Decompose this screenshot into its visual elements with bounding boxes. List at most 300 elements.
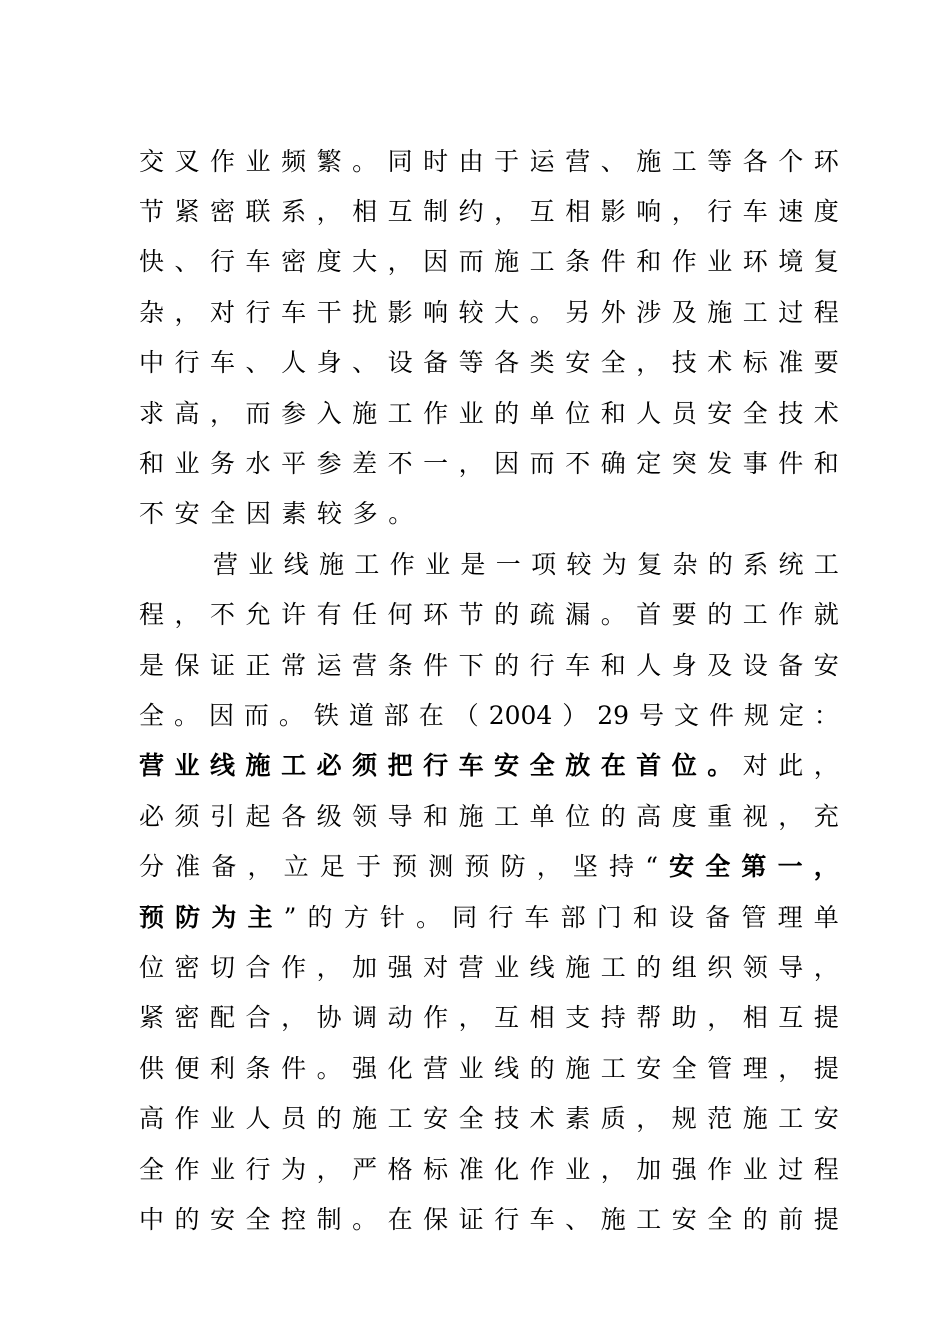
text-char: 单 <box>529 398 555 428</box>
text-char: 。 <box>278 700 304 730</box>
text-char: 有 <box>316 600 342 630</box>
text-char: 配 <box>210 1003 236 1033</box>
text-char: ， <box>778 1053 804 1083</box>
text-char: 位 <box>671 751 697 781</box>
text-char: 此 <box>778 751 804 781</box>
text-char: 的 <box>600 801 626 831</box>
text-char: 杂 <box>139 297 165 327</box>
text-char: （ <box>453 700 479 730</box>
text-char: 备 <box>423 348 449 378</box>
text-char: 联 <box>245 197 271 227</box>
text-char: 程 <box>813 297 839 327</box>
text-char: 化 <box>387 1053 413 1083</box>
text-char: 人 <box>281 348 307 378</box>
text-char: 全 <box>139 1154 165 1184</box>
text-char: 杂 <box>672 549 698 579</box>
text-char: 道 <box>348 700 374 730</box>
text-char: 作 <box>423 1003 449 1033</box>
text-char: 和 <box>423 801 449 831</box>
text-char: 确 <box>600 449 626 479</box>
text-char: 施 <box>352 398 378 428</box>
text-char: 作 <box>671 247 697 277</box>
text-char: 全 <box>210 499 236 529</box>
text-char: 时 <box>423 146 449 176</box>
text-char: 不 <box>210 600 236 630</box>
text-char: 和 <box>813 449 839 479</box>
text-char: 行 <box>488 902 514 932</box>
text-char: 施 <box>636 146 662 176</box>
text-char: 单 <box>813 902 839 932</box>
text-char: ， <box>813 952 839 982</box>
text-char: 件 <box>778 449 804 479</box>
text-char: 工 <box>742 297 768 327</box>
text-char: 、 <box>174 247 200 277</box>
text-char: 件 <box>708 700 734 730</box>
text-char: 行 <box>529 650 555 680</box>
text-char: 较 <box>317 499 343 529</box>
text-char: 。 <box>388 499 414 529</box>
text-char: 一 <box>495 549 521 579</box>
text-char: 文 <box>673 700 699 730</box>
text-char: ， <box>671 197 697 227</box>
text-char: 就 <box>813 600 839 630</box>
text-char: 。 <box>173 700 199 730</box>
text-char: 密 <box>281 247 307 277</box>
text-char: 营 <box>423 1053 449 1083</box>
text-char: 复 <box>813 247 839 277</box>
text-char: 允 <box>245 600 271 630</box>
text-char: 漏 <box>565 600 591 630</box>
text-char: 发 <box>707 449 733 479</box>
text-char: 业 <box>245 146 271 176</box>
text-char: 严 <box>352 1154 378 1184</box>
text-char: 全 <box>600 348 626 378</box>
text-char: ， <box>316 1154 342 1184</box>
text-char: 工 <box>778 1104 804 1134</box>
text-char: 证 <box>210 650 236 680</box>
text-line <box>139 640 839 690</box>
text-char: 安 <box>423 1104 449 1134</box>
text-char: 相 <box>565 197 591 227</box>
text-char: 工 <box>600 1053 626 1083</box>
text-char: 参 <box>281 398 307 428</box>
text-char: 营 <box>213 549 239 579</box>
text-char: 业 <box>425 549 451 579</box>
text-char: 防 <box>500 852 526 882</box>
text-char: 技 <box>494 1104 520 1134</box>
text-char: 帮 <box>636 1003 662 1033</box>
text-char: 不 <box>565 449 591 479</box>
text-char: 须 <box>174 801 200 831</box>
text-char: 规 <box>671 1104 697 1134</box>
text-char: 度 <box>316 247 342 277</box>
text-char: 件 <box>423 650 449 680</box>
text-char: 统 <box>778 549 804 579</box>
text-char: 系 <box>743 549 769 579</box>
text-char: 设 <box>669 902 695 932</box>
text-char: 定 <box>636 449 662 479</box>
text-line <box>139 791 839 841</box>
text-char: 安 <box>813 650 839 680</box>
text-line <box>139 993 839 1043</box>
text-char: 业 <box>210 1104 236 1134</box>
text-char: 提 <box>813 1053 839 1083</box>
text-char: 相 <box>352 197 378 227</box>
text-char: 合 <box>245 1003 271 1033</box>
text-char: 车 <box>245 247 271 277</box>
text-char: ， <box>600 1154 626 1184</box>
text-char: ， <box>281 1003 307 1033</box>
text-char: 营 <box>352 650 378 680</box>
text-char: 施 <box>600 1204 626 1234</box>
text-char: 要 <box>671 600 697 630</box>
text-char: 第 <box>741 852 767 882</box>
text-char: 施 <box>352 1104 378 1134</box>
text-char: 持 <box>600 1003 626 1033</box>
text-char: 干 <box>316 297 342 327</box>
text-char: 及 <box>707 650 733 680</box>
text-line <box>139 1093 839 1143</box>
text-char: 等 <box>458 348 484 378</box>
text-char: 在 <box>387 1204 413 1234</box>
text-char: 工 <box>354 549 380 579</box>
text-char: 范 <box>707 1104 733 1134</box>
text-char: 因 <box>494 449 520 479</box>
text-char: 备 <box>778 650 804 680</box>
text-char: 强 <box>387 952 413 982</box>
text-char: 营 <box>458 952 484 982</box>
text-char: 须 <box>352 751 378 781</box>
text-char: 繁 <box>316 146 342 176</box>
text-char: 理 <box>777 902 803 932</box>
text-char: 业 <box>565 1154 591 1184</box>
text-char: ） <box>562 700 588 730</box>
text-char: 工 <box>387 1104 413 1134</box>
text-char: 于 <box>355 852 381 882</box>
text-char: ， <box>210 398 236 428</box>
text-char: 是 <box>139 650 165 680</box>
text-char: ， <box>174 297 200 327</box>
text-char: 制 <box>316 1204 342 1234</box>
text-char: 助 <box>671 1003 697 1033</box>
text-char: 控 <box>281 1204 307 1234</box>
text-char: 标 <box>423 1154 449 1184</box>
text-char: 强 <box>671 1154 697 1184</box>
text-char: 加 <box>636 1154 662 1184</box>
text-char: 施 <box>494 247 520 277</box>
text-line <box>139 539 839 589</box>
text-char: 不 <box>139 499 165 529</box>
text-char: 。 <box>416 902 442 932</box>
text-char: 管 <box>707 1053 733 1083</box>
text-char: 疏 <box>529 600 555 630</box>
text-line <box>139 1194 839 1244</box>
text-char: 业 <box>458 1053 484 1083</box>
text-char: 个 <box>778 146 804 176</box>
text-char: 紧 <box>139 1003 165 1033</box>
text-char: 平 <box>281 449 307 479</box>
text-char: 利 <box>210 1053 236 1083</box>
text-line <box>139 489 839 539</box>
text-char: 必 <box>316 751 342 781</box>
text-line <box>139 590 839 640</box>
text-char: 系 <box>281 197 307 227</box>
body-text <box>139 136 839 1245</box>
text-char: 环 <box>742 247 768 277</box>
text-char: 。 <box>352 146 378 176</box>
text-char: 安 <box>669 852 695 882</box>
text-char: 素 <box>565 1104 591 1134</box>
text-char: 行 <box>174 348 200 378</box>
text-char: 交 <box>139 146 165 176</box>
text-char: ， <box>536 852 562 882</box>
text-char: 是 <box>460 549 486 579</box>
text-char: 的 <box>529 1053 555 1083</box>
text-char: 较 <box>566 549 592 579</box>
text-char: ， <box>494 197 520 227</box>
text-char: 。 <box>316 1053 342 1083</box>
text-char: 行 <box>245 1154 271 1184</box>
text-char: 工 <box>742 600 768 630</box>
text-char: 切 <box>210 952 236 982</box>
text-char: 业 <box>174 751 200 781</box>
text-char: 速 <box>778 197 804 227</box>
text-char: 支 <box>565 1003 591 1033</box>
text-char: 首 <box>636 751 662 781</box>
text-char: 过 <box>778 297 804 327</box>
text-char: 位 <box>139 952 165 982</box>
text-char: 施 <box>565 1053 591 1083</box>
text-line <box>139 841 839 891</box>
text-char: 质 <box>600 1104 626 1134</box>
text-char: 要 <box>813 348 839 378</box>
text-char: 术 <box>707 348 733 378</box>
text-char: 为 <box>281 1154 307 1184</box>
text-char: 业 <box>248 549 274 579</box>
text-char: 防 <box>175 902 201 932</box>
text-char: 的 <box>494 398 520 428</box>
text-char: 全 <box>458 1104 484 1134</box>
text-char: 定 <box>778 700 804 730</box>
text-char: 重 <box>707 801 733 831</box>
text-char: 影 <box>387 297 413 327</box>
text-char: 设 <box>387 348 413 378</box>
text-line <box>139 1043 839 1093</box>
text-char: 安 <box>210 1204 236 1234</box>
text-char: ， <box>813 751 839 781</box>
text-char: 任 <box>352 600 378 630</box>
text-char: 测 <box>428 852 454 882</box>
text-line <box>139 388 839 438</box>
text-char: 必 <box>139 801 165 831</box>
text-char: 车 <box>210 348 236 378</box>
text-char: 水 <box>245 449 271 479</box>
text-char: 安 <box>636 1053 662 1083</box>
text-char: 术 <box>813 398 839 428</box>
text-char: 全 <box>139 700 165 730</box>
text-char: 织 <box>707 952 733 982</box>
text-char: 导 <box>387 801 413 831</box>
text-char: 作 <box>778 600 804 630</box>
text-char: 前 <box>778 1204 804 1234</box>
text-char: ， <box>316 197 342 227</box>
text-char: 节 <box>458 600 484 630</box>
text-char: 。 <box>600 600 626 630</box>
text-char: 在 <box>600 751 626 781</box>
text-char: 于 <box>494 146 520 176</box>
text-char: 同 <box>452 902 478 932</box>
text-char: 一 <box>423 449 449 479</box>
text-char: 密 <box>174 1003 200 1033</box>
text-line <box>139 186 839 236</box>
text-char: ， <box>707 1003 733 1033</box>
text-char: 和 <box>636 247 662 277</box>
text-char: 环 <box>813 146 839 176</box>
text-char: 而 <box>529 449 555 479</box>
text-line <box>139 237 839 287</box>
text-char: 的 <box>494 600 520 630</box>
text-char: 车 <box>458 751 484 781</box>
text-char: 施 <box>319 549 345 579</box>
text-char: 领 <box>352 801 378 831</box>
text-char: 施 <box>245 751 271 781</box>
text-char: 合 <box>245 952 271 982</box>
text-char: 各 <box>742 146 768 176</box>
text-char: 对 <box>423 952 449 982</box>
text-char: 中 <box>139 1204 165 1234</box>
text-char: 对 <box>742 751 768 781</box>
text-char: 工 <box>813 549 839 579</box>
text-char: 视 <box>742 801 768 831</box>
text-char: ， <box>316 952 342 982</box>
text-char: “ <box>645 852 658 882</box>
text-char: 持 <box>609 852 635 882</box>
text-char: ” <box>283 902 297 932</box>
text-char: 行 <box>707 197 733 227</box>
text-char: 常 <box>281 650 307 680</box>
text-char: 车 <box>742 197 768 227</box>
text-line <box>139 438 839 488</box>
text-line <box>139 287 839 337</box>
text-char: 位 <box>565 801 591 831</box>
text-char: 工 <box>281 751 307 781</box>
text-char: ， <box>458 449 484 479</box>
text-char: 员 <box>281 1104 307 1134</box>
text-char: 安 <box>813 1104 839 1134</box>
text-char: 不 <box>387 449 413 479</box>
text-char: 员 <box>671 398 697 428</box>
text-char: ， <box>778 801 804 831</box>
text-char: 供 <box>139 1053 165 1083</box>
text-char: 级 <box>316 801 342 831</box>
text-char: 预 <box>392 852 418 882</box>
text-char: 求 <box>139 398 165 428</box>
text-char: 动 <box>387 1003 413 1033</box>
text-char: 技 <box>778 398 804 428</box>
text-char: ， <box>636 348 662 378</box>
text-char: 准 <box>458 1154 484 1184</box>
text-char: 工 <box>636 1204 662 1234</box>
text-line <box>139 338 839 388</box>
text-char: 节 <box>139 197 165 227</box>
text-char: 线 <box>210 751 236 781</box>
text-char: 同 <box>387 146 413 176</box>
text-char: 业 <box>210 1154 236 1184</box>
text-char: 标 <box>742 348 768 378</box>
text-char: 工 <box>387 398 413 428</box>
text-char: 在 <box>418 700 444 730</box>
text-char: ： <box>813 700 839 730</box>
text-char: 因 <box>423 247 449 277</box>
text-char: 安 <box>671 1204 697 1234</box>
text-char: 因 <box>245 499 271 529</box>
text-char: 程 <box>813 1154 839 1184</box>
text-char: 外 <box>600 297 626 327</box>
text-char: 响 <box>423 297 449 327</box>
text-char: 作 <box>174 1104 200 1134</box>
text-char: 频 <box>281 146 307 176</box>
text-char: 作 <box>529 1154 555 1184</box>
text-char: 的 <box>174 1204 200 1234</box>
text-char: 相 <box>529 1003 555 1033</box>
text-char: 件 <box>281 1053 307 1083</box>
text-char: ， <box>387 247 413 277</box>
text-char: 快 <box>139 247 165 277</box>
text-char: 分 <box>139 852 165 882</box>
text-line <box>139 741 839 791</box>
text-char: 高 <box>636 801 662 831</box>
text-char: 施 <box>707 297 733 327</box>
text-char: 人 <box>636 398 662 428</box>
text-char: 条 <box>245 1053 271 1083</box>
text-char: 主 <box>247 902 273 932</box>
text-char: 单 <box>529 801 555 831</box>
text-char: 坚 <box>572 852 598 882</box>
text-char: 参 <box>316 449 342 479</box>
text-char: 密 <box>174 952 200 982</box>
text-line <box>139 136 839 186</box>
text-char: 互 <box>529 197 555 227</box>
text-char: 业 <box>174 449 200 479</box>
text-char: 由 <box>458 146 484 176</box>
text-char: 全 <box>742 398 768 428</box>
text-char: 大 <box>494 297 520 327</box>
text-char: 起 <box>245 801 271 831</box>
text-char: 线 <box>529 952 555 982</box>
text-char: 中 <box>139 348 165 378</box>
text-char: 的 <box>307 902 333 932</box>
text-char: 车 <box>524 902 550 932</box>
text-char: 导 <box>778 952 804 982</box>
text-char: 突 <box>671 449 697 479</box>
text-char: 备 <box>211 852 237 882</box>
text-char: 为 <box>211 902 237 932</box>
text-char: 对 <box>210 297 236 327</box>
text-char: 。 <box>707 751 733 781</box>
text-char: 务 <box>210 449 236 479</box>
text-char: 加 <box>352 952 378 982</box>
text-char: 因 <box>208 700 234 730</box>
text-char: 条 <box>387 650 413 680</box>
text-char: 叉 <box>174 146 200 176</box>
text-char: 提 <box>813 1003 839 1033</box>
text-char: 保 <box>174 650 200 680</box>
text-char: 较 <box>458 297 484 327</box>
text-char: 2004 <box>488 700 553 730</box>
text-char: 响 <box>636 197 662 227</box>
text-char: 足 <box>319 852 345 882</box>
text-char: 的 <box>707 600 733 630</box>
